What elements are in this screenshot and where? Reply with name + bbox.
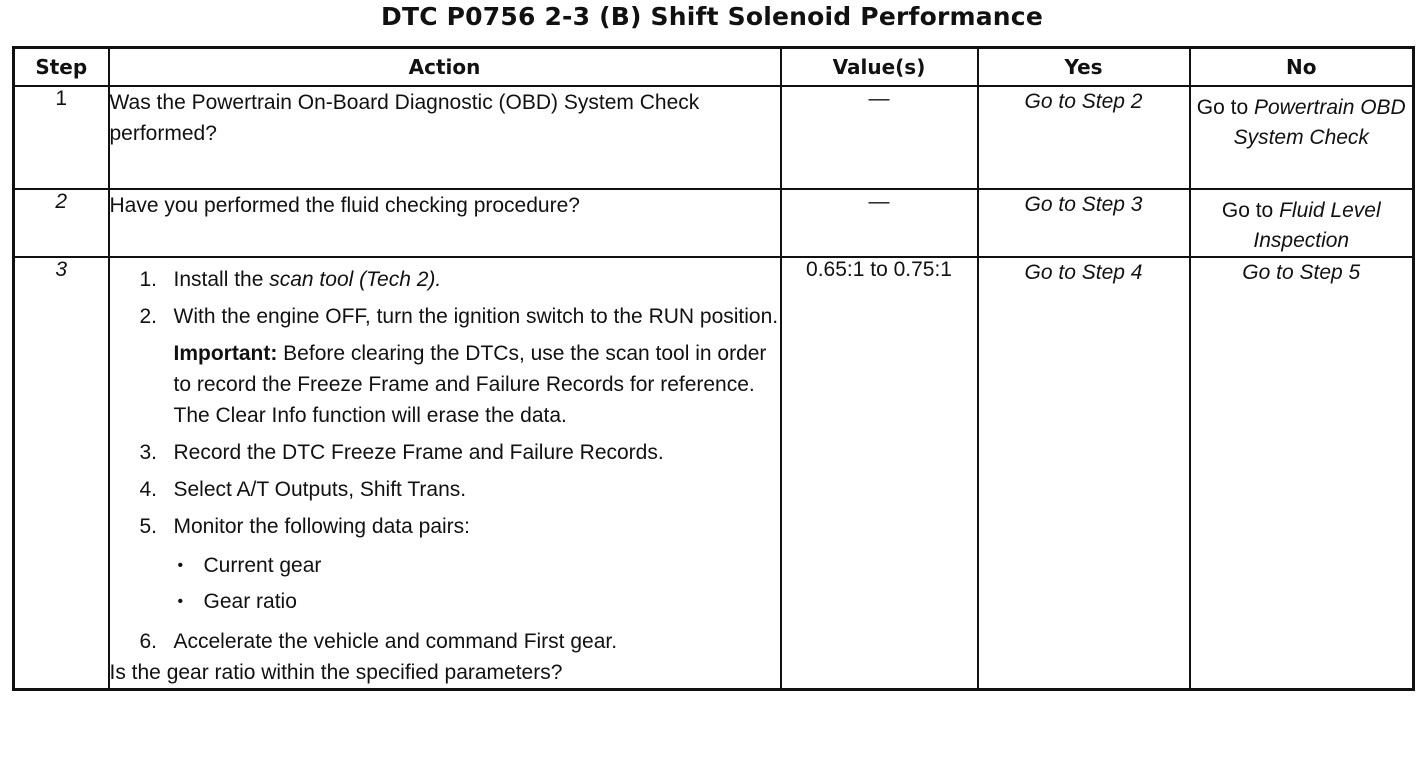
list-item: [139, 264, 780, 295]
list-item: [139, 437, 780, 468]
substep-text: Record the DTC Freeze Frame and Failure Records.: [173, 441, 664, 464]
substep-text: Install the: [173, 268, 270, 291]
action-question: Is the gear ratio within the specified parameters?: [109, 661, 563, 684]
bullet-list: [174, 548, 780, 620]
list-item: [139, 626, 780, 657]
value-cell: —: [781, 189, 978, 257]
action-question: Was the Powertrain On-Board Diagnostic (OBD) System Check performed?: [109, 91, 700, 145]
action-question: Have you performed the fluid checking procedure?: [109, 194, 580, 217]
substep-number: 3.: [139, 441, 158, 464]
list-item: [174, 584, 780, 620]
no-prefix: Go to: [1221, 199, 1274, 222]
substep-list: [110, 264, 780, 332]
substep-number: 6.: [139, 630, 158, 653]
substep-text: Accelerate the vehicle and command First gear.: [173, 630, 618, 653]
important-label: Important:: [173, 342, 278, 365]
page-title: DTC P0756 2-3 (B) Shift Solenoid Performance: [381, 2, 1043, 31]
header-row: [14, 48, 1414, 87]
no-cell: Go to Step 5: [1190, 257, 1414, 690]
value-cell: —: [781, 86, 978, 189]
list-item: [139, 474, 780, 505]
substep-text: Select A/T Outputs, Shift Trans.: [173, 478, 467, 501]
bullet-text: Current gear: [203, 554, 322, 577]
no-link[interactable]: Fluid Level Inspection: [1253, 199, 1381, 252]
list-item: [174, 548, 780, 584]
step-number: 2: [14, 189, 109, 257]
dtc-table: [12, 46, 1415, 691]
substep-list: [110, 437, 780, 542]
header-yes: Yes: [978, 48, 1190, 87]
no-link[interactable]: Powertrain OBD System Check: [1233, 96, 1406, 149]
action-text: [109, 86, 781, 189]
substep-number: 1.: [139, 268, 158, 291]
table-row: [14, 189, 1414, 257]
substep-number: 4.: [139, 478, 158, 501]
step-number: 3: [14, 257, 109, 690]
no-cell: [1190, 189, 1414, 257]
important-text: Before clearing the DTCs, use the scan tool in order to record the Freeze Frame and Failure Records for reference. The Clear Info function will erase the data.: [173, 342, 767, 427]
bullet-icon: •: [177, 557, 184, 574]
yes-cell: Go to Step 2: [978, 86, 1190, 189]
step-number: 1: [14, 86, 109, 189]
substep-text: Monitor the following data pairs:: [173, 515, 470, 538]
bullet-text: Gear ratio: [203, 590, 297, 613]
substep-list: [110, 626, 780, 657]
bullet-icon: •: [177, 593, 184, 610]
header-action: Action: [109, 48, 781, 87]
yes-cell: Go to Step 3: [978, 189, 1190, 257]
no-prefix: Go to: [1196, 96, 1249, 119]
table-row: [14, 257, 1414, 690]
important-note: [174, 338, 780, 431]
yes-cell: Go to Step 4: [978, 257, 1190, 690]
value-cell: 0.65:1 to 0.75:1: [781, 257, 978, 690]
substep-number: 5.: [139, 515, 158, 538]
no-cell: [1190, 86, 1414, 189]
list-item: [139, 301, 780, 332]
scan-tool-link: scan tool (Tech 2).: [269, 268, 442, 291]
action-text: [109, 189, 781, 257]
substep-number: 2.: [139, 305, 158, 328]
header-values: Value(s): [781, 48, 978, 87]
header-step: Step: [14, 48, 109, 87]
action-text: [109, 257, 781, 690]
list-item: [139, 511, 780, 542]
header-no: No: [1190, 48, 1414, 87]
table-row: [14, 86, 1414, 189]
substep-text: With the engine OFF, turn the ignition switch to the RUN position.: [173, 305, 779, 328]
